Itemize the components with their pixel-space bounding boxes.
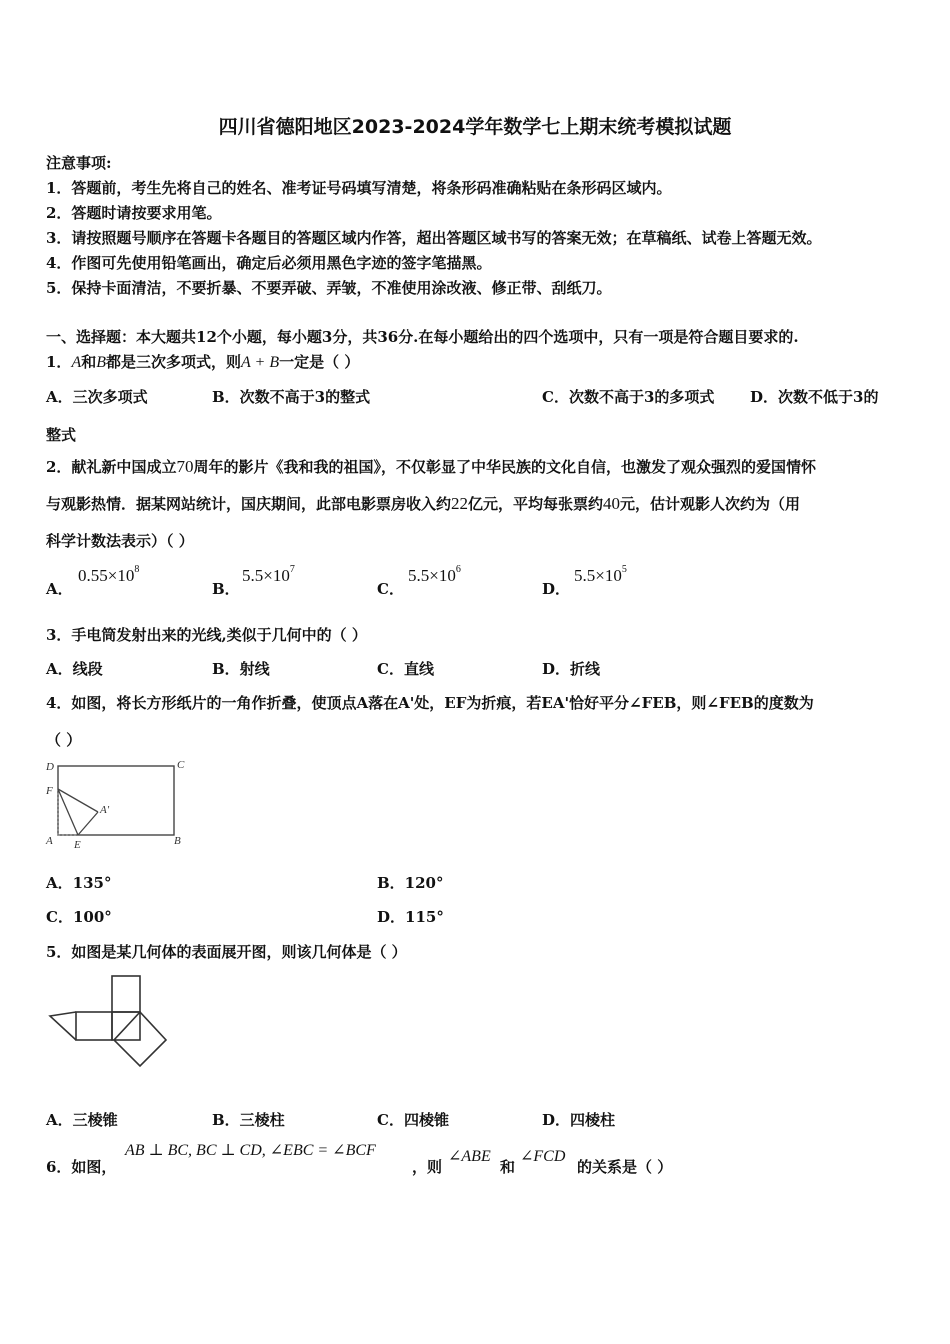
- label-C: C: [177, 759, 185, 771]
- q2-option-a-label: A．: [46, 580, 73, 598]
- q3-option-c: C．直线: [377, 660, 434, 678]
- notice-item-3: 3．请按照题号顺序在答题卡各题目的答题区域内作答，超出答题区域书写的答案无效；在草稿纸、试卷上答题无效。: [46, 229, 822, 247]
- notice-item-2: 2．答题时请按要求用笔。: [46, 204, 222, 222]
- label-A: A: [46, 835, 53, 847]
- question-6-prefix: 6．如图，: [46, 1158, 117, 1176]
- label-B: B: [174, 835, 181, 847]
- q3-option-d: D．折线: [542, 660, 601, 678]
- notice-heading: 注意事项:: [46, 154, 112, 172]
- page-title: 四川省德阳地区2023-2024学年数学七上期末统考模拟试题: [218, 116, 732, 138]
- q3-option-b: B．射线: [212, 660, 270, 678]
- q2-option-d-value: $5.5\times 10^5$: [574, 564, 627, 585]
- q1-option-b: B．次数不高于3的整式: [212, 388, 371, 406]
- notice-item-4: 4．作图可先使用铅笔画出，确定后必须用黑色字迹的签字笔描黑。: [46, 254, 492, 272]
- question-6-angle-fcd: ∠FCD: [520, 1148, 566, 1165]
- question-6-suffix: 的关系是（ ）: [577, 1158, 673, 1176]
- q1-option-a: A．三次多项式: [46, 388, 148, 406]
- label-A-prime: A': [100, 804, 110, 816]
- q1-option-d: D．次数不低于3的: [750, 388, 879, 406]
- q2-option-b-value: $5.5\times 10^7$: [242, 564, 295, 585]
- q2-option-c-value: $5.5\times 10^6$: [408, 564, 461, 585]
- question-6-and: 和: [500, 1158, 516, 1176]
- q2-option-c-label: C．: [377, 580, 404, 598]
- question-5: 5．如图是某几何体的表面展开图，则该几何体是（ ）: [46, 943, 407, 961]
- question-4-line-2: （ ）: [46, 731, 82, 749]
- notice-item-5: 5．保持卡面清洁，不要折暴、不要弄破、弄皱，不准使用涂改液、修正带、刮纸刀。: [46, 279, 612, 297]
- q5-option-d: D．四棱柱: [542, 1111, 616, 1129]
- q5-option-c: C．四棱锥: [377, 1111, 449, 1129]
- question-2-line-3: 科学计数法表示）（ ）: [46, 532, 194, 550]
- question-6-angle-abe: ∠ABE: [448, 1148, 491, 1165]
- question-2-line-1: 2．献礼新中国成立70周年的影片《我和我的祖国》，不仅彰显了中华民族的文化自信，也激发了观众强烈的爱国情怀: [46, 457, 816, 476]
- label-F: F: [46, 785, 53, 797]
- q4-option-c: C．100°: [46, 908, 112, 926]
- question-3: 3．手电筒发射出来的光线,类似于几何中的（ ）: [46, 626, 367, 644]
- question-6-condition: AB ⊥ BC, BC ⊥ CD, ∠EBC = ∠BCF: [125, 1142, 376, 1159]
- question-6-mid: ，则: [412, 1158, 443, 1176]
- q1-option-d-wrap: 整式: [46, 426, 77, 444]
- q3-option-a: A．线段: [46, 660, 103, 678]
- q4-option-b: B．120°: [377, 874, 444, 892]
- q4-option-d: D．115°: [377, 908, 444, 926]
- q4-option-a: A．135°: [46, 874, 112, 892]
- label-D: D: [46, 761, 54, 773]
- q4-figure-folded-rectangle: [44, 756, 194, 851]
- q5-figure-net: [44, 970, 176, 1076]
- q2-option-a-value: $0.55\times 10^8$: [78, 564, 140, 585]
- label-E: E: [74, 839, 81, 851]
- q5-option-b: B．三棱柱: [212, 1111, 285, 1129]
- notice-item-1: 1．答题前，考生先将自己的姓名、准考证号码填写清楚，将条形码准确粘贴在条形码区域内。: [46, 179, 672, 197]
- question-1: 1．A和B都是三次多项式，则A + B一定是（ ）: [46, 353, 360, 371]
- question-2-line-2: 与观影热情．据某网站统计，国庆期间，此部电影票房收入约22亿元，平均每张票约40元，估计观影人次约为（用: [46, 494, 801, 513]
- q5-option-a: A．三棱锥: [46, 1111, 118, 1129]
- q2-option-b-label: B．: [212, 580, 240, 598]
- section-heading: 一、选择题：本大题共12个小题，每小题3分，共36分.在每小题给出的四个选项中，只有一项是符合题目要求的.: [46, 328, 799, 346]
- question-4-line-1: 4．如图，将长方形纸片的一角作折叠，使顶点A落在A'处，EF为折痕，若EA'恰好平分∠FEB，则∠FEB的度数为: [46, 694, 814, 712]
- q2-option-d-label: D．: [542, 580, 571, 598]
- q1-option-c: C．次数不高于3的多项式: [542, 388, 715, 406]
